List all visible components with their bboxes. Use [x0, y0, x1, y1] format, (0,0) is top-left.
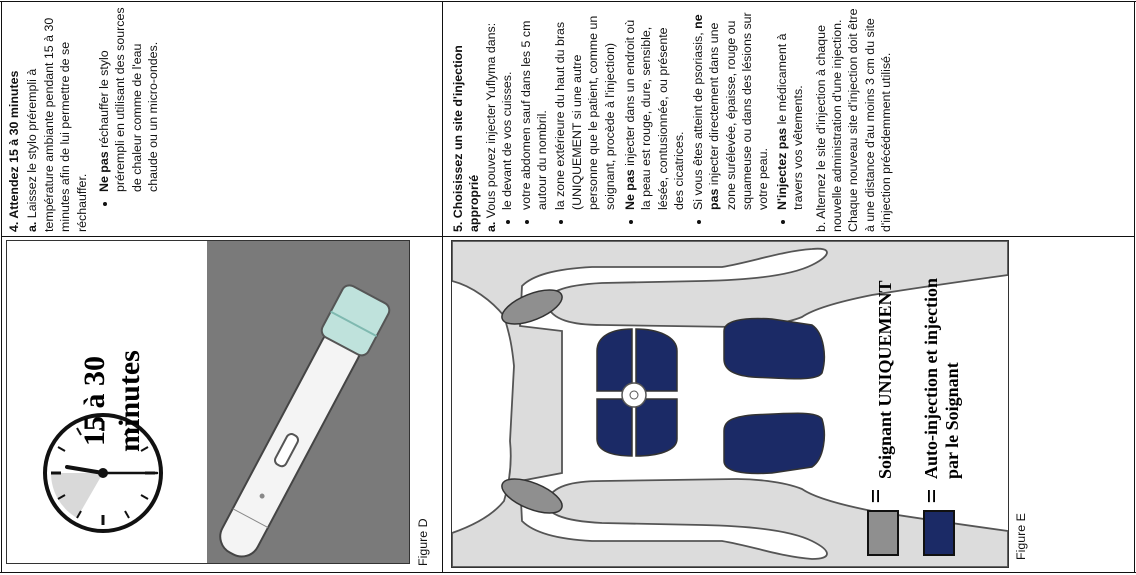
- zone-thigh-bottom: [724, 413, 824, 473]
- row-divider: [1, 236, 1135, 237]
- border-left: [1, 1, 2, 573]
- site-abdomen: • votre abdomen sauf dans les 5 cm autour du nombril.: [518, 7, 551, 210]
- step5-title: 5. Choisissez un site d'injection approprié: [451, 45, 482, 232]
- figure-d-frame: [6, 240, 410, 564]
- zone-abdomen: [597, 329, 677, 456]
- legend-navy-swatch: [924, 511, 954, 555]
- step5-text-block: [450, 7, 1130, 232]
- legend: [861, 278, 962, 555]
- step5-b-text: Alternez le site d'injection à chaque nouvelle administration d'une injection. Chaque nouveau site d'injection doit être à une distance d'au moins 3 cm du site d'injection précédemment utilisé.: [813, 8, 894, 232]
- step4-title: 4. Attendez 15 à 30 minutes: [7, 70, 21, 232]
- warning-psoriasis: • Si vous êtes atteint de psoriasis, ne pas injecter directement dans une zone surélevée, épaisse, rouge ou squameuse ou dans des lésions sur votre peau.: [690, 7, 772, 210]
- figure-d-label-line1: 15 à 30: [78, 356, 111, 446]
- step4-warning: • Ne pas réchauffer le stylo prérempli en utilisant des sources de chaleur comme de l'eau chaude ou un micro-ondes.: [96, 7, 162, 192]
- border-bottom: [0, 572, 1136, 573]
- figure-e-illustration: [452, 241, 1008, 567]
- legend-navy-label-line1: Auto-injection et injection: [921, 278, 941, 479]
- border-top: [0, 1, 1136, 2]
- site-thighs: • le devant de vos cuisses.: [499, 7, 515, 210]
- legend-gray-label: Soignant UNIQUEMENT: [875, 280, 895, 479]
- figure-e-frame: [451, 240, 1009, 568]
- zone-thigh-top: [724, 319, 824, 379]
- legend-navy-label-line2: par le Soignant: [942, 362, 962, 479]
- legend-gray-equals: =: [861, 488, 890, 504]
- step4-a-label: a.: [25, 221, 40, 232]
- step4-a-text: Laissez le stylo prérempli à température ambiante pendant 15 à 30 minutes afin de lui permettre de se réchauffer.: [25, 17, 89, 232]
- figure-d-illustration: [7, 241, 409, 563]
- warning-skin: • Ne pas injecter dans un endroit où la peau est rouge, dure, sensible, lésée, contusionnée, ou présente des cicatrices.: [622, 7, 688, 210]
- step5-a-text: Vous pouvez injecter Yuflyma dans:: [483, 22, 498, 219]
- warning-clothes: • N'injectez pas le médicament à travers vos vêtements.: [774, 7, 807, 210]
- figure-e-caption: Figure E: [1014, 513, 1028, 560]
- step4-text-block: [6, 7, 436, 232]
- step5-a-label: a.: [483, 221, 498, 232]
- step5-b-label: b.: [813, 221, 828, 232]
- column-divider: [442, 1, 443, 573]
- legend-gray-swatch: [868, 511, 898, 555]
- site-upper-arm: • la zone extérieure du haut du bras (UNIQUEMENT si une autre personne que le patient, comme un soignant, procède à l'injection): [552, 7, 618, 210]
- legend-navy-equals: =: [917, 488, 946, 504]
- figure-d-label-line2: minutes: [113, 350, 146, 452]
- border-right: [1134, 1, 1135, 573]
- figure-d-caption: Figure D: [416, 518, 430, 566]
